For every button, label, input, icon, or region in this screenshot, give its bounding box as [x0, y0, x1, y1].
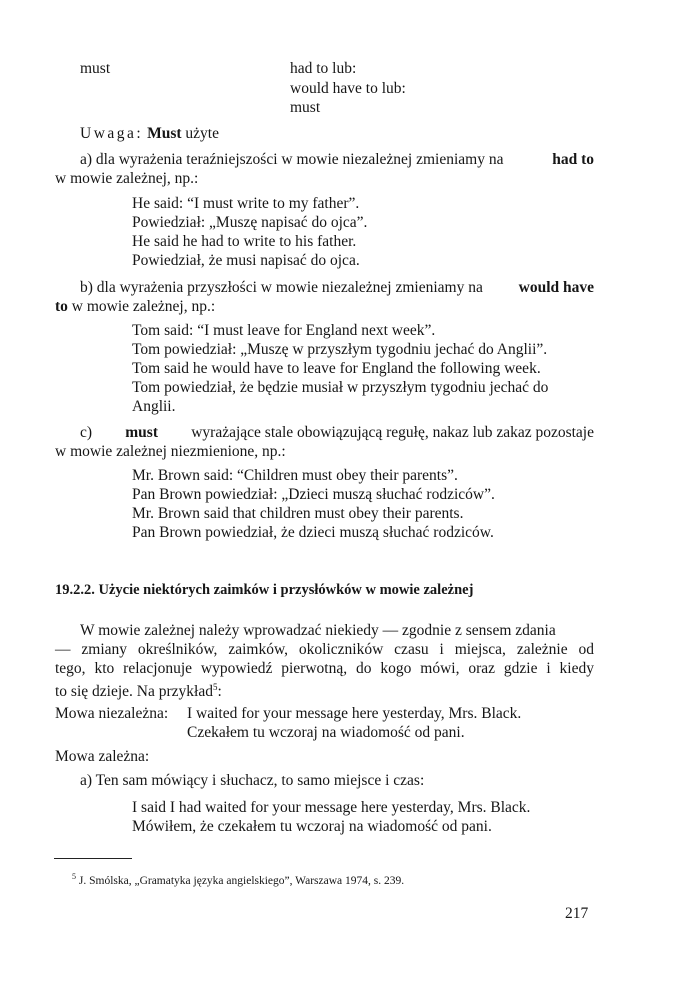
- footnote-ref: 5: [212, 682, 218, 692]
- footnote-rule: [54, 858, 132, 859]
- point-a-bold: had to: [552, 151, 594, 168]
- point-c-example-4: Pan Brown powiedział, że dzieci muszą słuchać rodziców.: [132, 524, 494, 541]
- uwaga-rest: użyte: [185, 125, 219, 142]
- uwaga-note: [80, 124, 219, 143]
- indirect-example-1: I said I had waited for your message here yesterday, Mrs. Black.: [132, 799, 531, 816]
- point-b-rest: w mowie zależnej, np.:: [71, 298, 216, 315]
- table-right-line-3: must: [290, 99, 321, 116]
- point-b-text: b) dla wyrażenia przyszłości w mowie niezależnej zmieniamy na: [80, 279, 483, 296]
- point-b-example-1: Tom said: “I must leave for England next week”.: [132, 322, 436, 339]
- point-b-example-4: Tom powiedział, że będzie musiał w przyszłym tygodniu jechać do: [132, 379, 549, 396]
- point-c-example-2: Pan Brown powiedział: „Dzieci muszą słuchać rodziców”.: [132, 486, 495, 503]
- para-line-3: tego, kto relacjonuje wypowiedź pierwotną, do kogo mówi, oraz gdzie i kiedy: [55, 660, 594, 677]
- point-b-example-3: Tom said he would have to leave for England the following week.: [132, 360, 541, 377]
- point-a-example-3: He said he had to write to his father.: [132, 233, 357, 250]
- uwaga-bold: Must: [147, 125, 182, 142]
- table-left-cell: must: [80, 60, 111, 77]
- para-text-4: to się dzieje. Na przykład: [55, 683, 213, 701]
- footnote-text: J. Smólska, „Gramatyka języka angielskiego”, Warszawa 1974, s. 239.: [78, 874, 405, 887]
- point-c-line-1: [80, 423, 594, 442]
- point-a-line-2: w mowie zależnej, np.:: [55, 170, 199, 187]
- point-c-example-3: Mr. Brown said that children must obey their parents.: [132, 505, 464, 522]
- point-c-rest: wyrażające stale obowiązującą regułę, nakaz lub zakaz pozostaje: [191, 424, 594, 441]
- point-b-line-2: [55, 297, 215, 316]
- indirect-item-a: a) Ten sam mówiący i słuchacz, to samo miejsce i czas:: [80, 772, 425, 789]
- table-right-line-2: would have to lub:: [290, 80, 406, 97]
- page-number: 217: [565, 905, 589, 922]
- point-b-bold-2: to: [55, 298, 68, 315]
- point-b-line-1: [80, 278, 594, 297]
- point-a-example-1: He said: “I must write to my father”.: [132, 195, 360, 212]
- indirect-speech-label: Mowa zależna:: [55, 748, 150, 765]
- point-a-example-2: Powiedział: „Muszę napisać do ojca”.: [132, 214, 368, 231]
- point-b-example-2: Tom powiedział: „Muszę w przyszłym tygodniu jechać do Anglii”.: [132, 341, 548, 358]
- section-heading: 19.2.2. Użycie niektórych zaimków i przysłówków w mowie zależnej: [55, 582, 474, 598]
- point-b-bold: would have: [518, 279, 594, 296]
- para-line-1: [80, 621, 594, 640]
- point-b-example-5: Anglii.: [132, 398, 176, 415]
- point-c-example-1: Mr. Brown said: “Children must obey their parents”.: [132, 467, 458, 484]
- para-line-2: — zmiany określników, zaimków, okoliczników czasu i miejsca, zależnie od: [55, 641, 594, 658]
- footnote: [72, 867, 404, 891]
- direct-speech-label: Mowa niezależna:: [55, 705, 169, 722]
- direct-speech-en: I waited for your message here yesterday, Mrs. Black.: [187, 705, 522, 722]
- indirect-example-2: Mówiłem, że czekałem tu wczoraj na wiadomość od pani.: [132, 818, 492, 835]
- uwaga-label: Uwaga:: [80, 125, 144, 142]
- point-c-line-2: w mowie zależnej niezmienione, np.:: [55, 443, 286, 460]
- table-right-line-1: had to lub:: [290, 60, 357, 77]
- point-c-prefix: c): [80, 424, 93, 441]
- direct-speech-pl: Czekałem tu wczoraj na wiadomość od pani.: [187, 724, 465, 741]
- point-a-text: a) dla wyrażenia teraźniejszości w mowie niezależnej zmieniamy na: [80, 151, 504, 168]
- footnote-mark: 5: [72, 872, 76, 881]
- para-colon: :: [217, 683, 222, 701]
- para-text-1: W mowie zależnej należy wprowadzać niekiedy — zgodnie z sensem zdania: [80, 622, 556, 639]
- point-c-bold: must: [125, 424, 158, 441]
- point-a-example-4: Powiedział, że musi napisać do ojca.: [132, 252, 360, 269]
- point-a-line-1: [80, 150, 594, 169]
- para-line-4: [55, 678, 222, 701]
